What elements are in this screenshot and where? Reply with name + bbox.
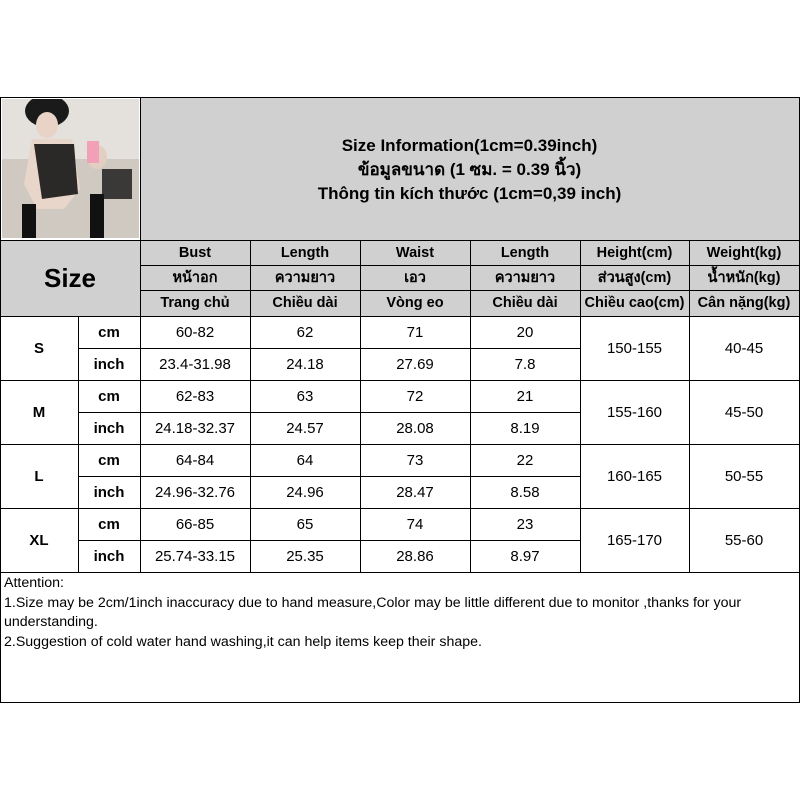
value-bust: 25.74-33.15 — [154, 547, 236, 565]
height-range: 150-155 — [606, 339, 663, 357]
value-bust: 24.96-32.76 — [154, 483, 236, 501]
grid-line — [470, 240, 471, 573]
value-length: 65 — [296, 515, 314, 533]
size-name: L — [34, 467, 44, 485]
value-length2: 20 — [516, 323, 534, 341]
grid-line — [78, 316, 79, 573]
value-waist: 27.69 — [396, 355, 434, 373]
value-bust: 60-82 — [175, 323, 215, 341]
grid-line — [78, 412, 581, 413]
grid-line — [0, 316, 800, 317]
value-length: 24.57 — [286, 419, 324, 437]
weight-range: 40-45 — [724, 339, 764, 357]
column-header-th: ส่วนสูง(cm) — [597, 270, 672, 286]
grid-line — [78, 540, 581, 541]
unit-label: cm — [98, 323, 120, 341]
column-header-en: Height(cm) — [596, 244, 673, 261]
value-length2: 22 — [516, 451, 534, 469]
attention-notes — [4, 574, 794, 652]
column-header-vi: Chiều cao(cm) — [584, 295, 685, 311]
grid-line — [0, 97, 800, 98]
column-header-en: Waist — [395, 244, 435, 261]
weight-range: 50-55 — [724, 467, 764, 485]
value-length: 62 — [296, 323, 314, 341]
grid-line — [140, 97, 141, 573]
value-length: 25.35 — [286, 547, 324, 565]
value-waist: 28.86 — [396, 547, 434, 565]
grid-line — [360, 240, 361, 573]
column-header-vi: Chiều dài — [492, 295, 558, 311]
value-bust: 64-84 — [175, 451, 215, 469]
value-bust: 62-83 — [175, 387, 215, 405]
value-waist: 72 — [406, 387, 424, 405]
value-bust: 66-85 — [175, 515, 215, 533]
value-length: 63 — [296, 387, 314, 405]
value-waist: 74 — [406, 515, 424, 533]
value-length: 24.96 — [286, 483, 324, 501]
value-length2: 7.8 — [514, 355, 536, 373]
weight-range: 55-60 — [724, 531, 764, 549]
value-bust: 24.18-32.37 — [154, 419, 236, 437]
value-length: 64 — [296, 451, 314, 469]
attention-item: 1.Size may be 2cm/1inch inaccuracy due to hand measure,Color may be little different due to monitor ,thanks for your understanding. — [4, 594, 742, 630]
unit-label: inch — [93, 419, 125, 437]
size-label: Size — [43, 262, 97, 293]
weight-range: 45-50 — [724, 403, 764, 421]
column-header-vi: Cân nặng(kg) — [697, 295, 791, 311]
title-line-en: Size Information(1cm=0.39inch) — [341, 136, 598, 155]
height-range: 165-170 — [606, 531, 663, 549]
product-photo — [2, 99, 139, 238]
attention-item: 2.Suggestion of cold water hand washing,it can help items keep their shape. — [4, 633, 482, 650]
height-range: 160-165 — [606, 467, 663, 485]
grid-line — [689, 240, 690, 573]
title-line-vi: Thông tin kích thước (1cm=0,39 inch) — [317, 184, 622, 203]
grid-line — [250, 240, 251, 573]
grid-line — [0, 444, 800, 445]
height-range: 155-160 — [606, 403, 663, 421]
value-waist: 71 — [406, 323, 424, 341]
column-header-th: น้ำหนัก(kg) — [707, 270, 781, 286]
value-length2: 8.97 — [510, 547, 540, 565]
column-header-en: Length — [280, 244, 330, 261]
value-length2: 21 — [516, 387, 534, 405]
grid-line — [0, 508, 800, 509]
grid-line — [0, 97, 1, 703]
value-length2: 23 — [516, 515, 534, 533]
value-length2: 8.19 — [510, 419, 540, 437]
unit-label: inch — [93, 355, 125, 373]
column-header-th: ความยาว — [494, 270, 556, 286]
column-header-vi: Chiều dài — [272, 295, 338, 311]
unit-label: cm — [98, 451, 120, 469]
unit-label: cm — [98, 387, 120, 405]
value-length2: 8.58 — [510, 483, 540, 501]
value-waist: 73 — [406, 451, 424, 469]
value-length: 24.18 — [286, 355, 324, 373]
grid-line — [580, 240, 581, 573]
size-chart — [0, 97, 800, 703]
size-name: S — [33, 339, 44, 357]
grid-line — [0, 380, 800, 381]
grid-line — [78, 476, 581, 477]
grid-line — [0, 572, 800, 573]
column-header-en: Weight(kg) — [706, 244, 782, 261]
column-header-th: เอว — [404, 270, 426, 286]
grid-line — [0, 240, 141, 241]
grid-line — [78, 348, 581, 349]
column-header-vi: Vòng eo — [386, 295, 444, 311]
value-bust: 23.4-31.98 — [159, 355, 231, 373]
unit-label: inch — [93, 483, 125, 501]
column-header-th: ความยาว — [274, 270, 336, 286]
title-line-th: ข้อมูลขนาด (1 ซม. = 0.39 นิ้ว) — [357, 160, 582, 179]
column-header-en: Bust — [178, 244, 212, 261]
column-header-th: หน้าอก — [172, 270, 218, 286]
value-waist: 28.08 — [396, 419, 434, 437]
size-name: XL — [29, 531, 49, 549]
attention-heading: Attention: — [4, 575, 64, 591]
unit-label: inch — [93, 547, 125, 565]
grid-line — [0, 702, 800, 703]
size-name: M — [32, 403, 46, 421]
value-waist: 28.47 — [396, 483, 434, 501]
unit-label: cm — [98, 515, 120, 533]
column-header-en: Length — [500, 244, 550, 261]
column-header-vi: Trang chủ — [160, 295, 230, 311]
